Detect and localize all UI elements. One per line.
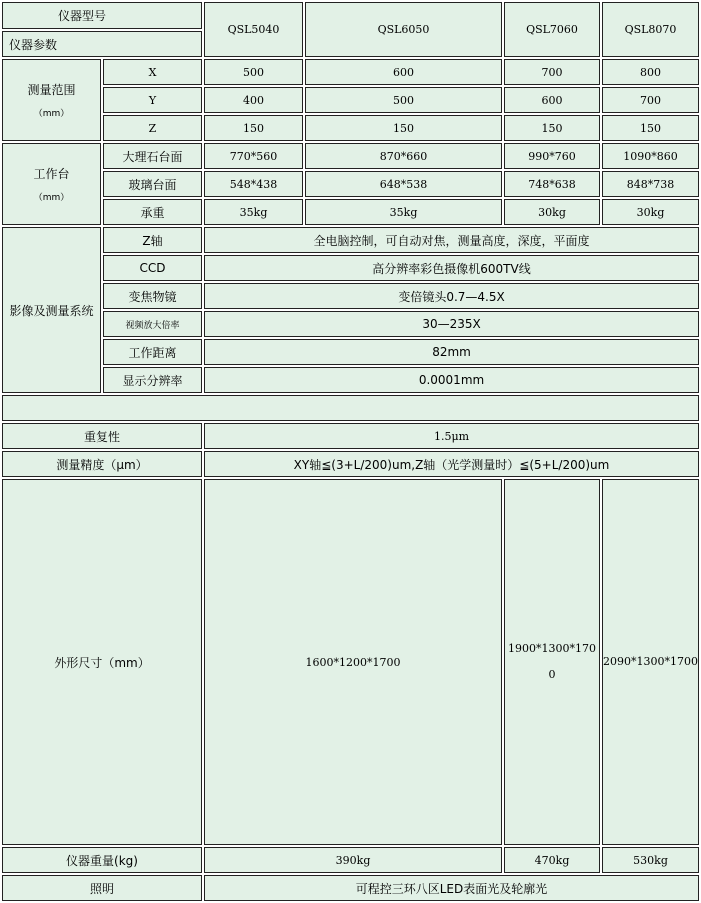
table-item-name: 大理石台面 [103, 143, 202, 169]
imaging-item-name: CCD [103, 255, 202, 281]
range-value: 150 [602, 115, 699, 141]
table-value: 35kg [305, 199, 502, 225]
model-label: 仪器型号 [2, 2, 202, 29]
imaging-item-value: 0.0001mm [204, 367, 699, 393]
range-value: 150 [305, 115, 502, 141]
imaging-row [2, 339, 701, 365]
imaging-item-value: 高分辨率彩色摄像机600TV线 [204, 255, 699, 281]
model-4: QSL8070 [602, 2, 699, 57]
weight-value: 390kg [204, 847, 502, 873]
weight-value: 470kg [504, 847, 600, 873]
imaging-item-name: Z轴 [103, 227, 202, 253]
spacer-row [2, 395, 701, 421]
empty-cell [2, 395, 699, 421]
imaging-row [2, 255, 701, 281]
table-value: 548*438 [204, 171, 303, 197]
accuracy-value: XY轴≦(3+L/200)um,Z轴（光学测量时）≦(5+L/200)um [204, 451, 699, 477]
range-value: 150 [504, 115, 600, 141]
table-row-glass [2, 171, 701, 197]
range-value: 150 [204, 115, 303, 141]
imaging-item-name: 工作距离 [103, 339, 202, 365]
range-label: 测量范围 [27, 83, 76, 97]
table-value: 770*560 [204, 143, 303, 169]
param-label: 仪器参数 [2, 31, 202, 57]
imaging-item-name: 变焦物镜 [103, 283, 202, 309]
accuracy-label: 测量精度（μm） [2, 451, 202, 477]
model-2: QSL6050 [305, 2, 502, 57]
range-value: 600 [504, 87, 600, 113]
range-axis: Z [103, 115, 202, 141]
range-value: 500 [305, 87, 502, 113]
lighting-value: 可程控三环八区LED表面光及轮廓光 [204, 875, 699, 901]
model-1: QSL5040 [204, 2, 303, 57]
range-row-z [2, 115, 701, 141]
dimensions-value: 2090*1300*1700 [602, 479, 699, 845]
imaging-item-value: 全电脑控制，可自动对焦，测量高度，深度，平面度 [204, 227, 699, 253]
table-row-marble [2, 143, 701, 169]
table-value: 848*738 [602, 171, 699, 197]
range-value: 500 [204, 59, 303, 85]
table-label: 工作台 [33, 167, 70, 181]
dimensions-label: 外形尺寸（mm） [2, 479, 202, 845]
dimensions-value: 1900*1300*1700 [504, 479, 600, 845]
lighting-row [2, 875, 701, 901]
range-value: 800 [602, 59, 699, 85]
imaging-row [2, 283, 701, 309]
imaging-item-value: 变倍镜头0.7—4.5X [204, 283, 699, 309]
header-row [2, 2, 701, 29]
table-item-name: 承重 [103, 199, 202, 225]
imaging-row [2, 311, 701, 337]
table-row-load [2, 199, 701, 225]
repeatability-value: 1.5μm [204, 423, 699, 449]
table-value: 990*760 [504, 143, 600, 169]
range-value: 700 [602, 87, 699, 113]
accuracy-row [2, 451, 701, 477]
table-unit: （mm） [33, 193, 70, 203]
range-axis: Y [103, 87, 202, 113]
imaging-item-name: 视频放大倍率 [103, 311, 202, 337]
repeatability-label: 重复性 [2, 423, 202, 449]
range-row-x [2, 59, 701, 85]
imaging-item-value: 30—235X [204, 311, 699, 337]
table-value: 30kg [504, 199, 600, 225]
table-value: 870*660 [305, 143, 502, 169]
dimensions-value: 1600*1200*1700 [204, 479, 502, 845]
dimensions-row [2, 479, 701, 845]
table-label-cell [2, 143, 101, 225]
range-axis: X [103, 59, 202, 85]
table-value: 748*638 [504, 171, 600, 197]
imaging-item-value: 82mm [204, 339, 699, 365]
range-value: 700 [504, 59, 600, 85]
imaging-label: 影像及测量系统 [2, 227, 101, 393]
imaging-row [2, 367, 701, 393]
range-row-y [2, 87, 701, 113]
imaging-item-name: 显示分辨率 [103, 367, 202, 393]
range-value: 400 [204, 87, 303, 113]
weight-label: 仪器重量(kg) [2, 847, 202, 873]
imaging-row [2, 227, 701, 253]
weight-value: 530kg [602, 847, 699, 873]
table-value: 30kg [602, 199, 699, 225]
table-value: 35kg [204, 199, 303, 225]
table-item-name: 玻璃台面 [103, 171, 202, 197]
model-3: QSL7060 [504, 2, 600, 57]
weight-row [2, 847, 701, 873]
range-value: 600 [305, 59, 502, 85]
table-value: 648*538 [305, 171, 502, 197]
repeatability-row [2, 423, 701, 449]
lighting-label: 照明 [2, 875, 202, 901]
table-value: 1090*860 [602, 143, 699, 169]
range-unit: （mm） [33, 109, 70, 119]
range-label-cell [2, 59, 101, 141]
